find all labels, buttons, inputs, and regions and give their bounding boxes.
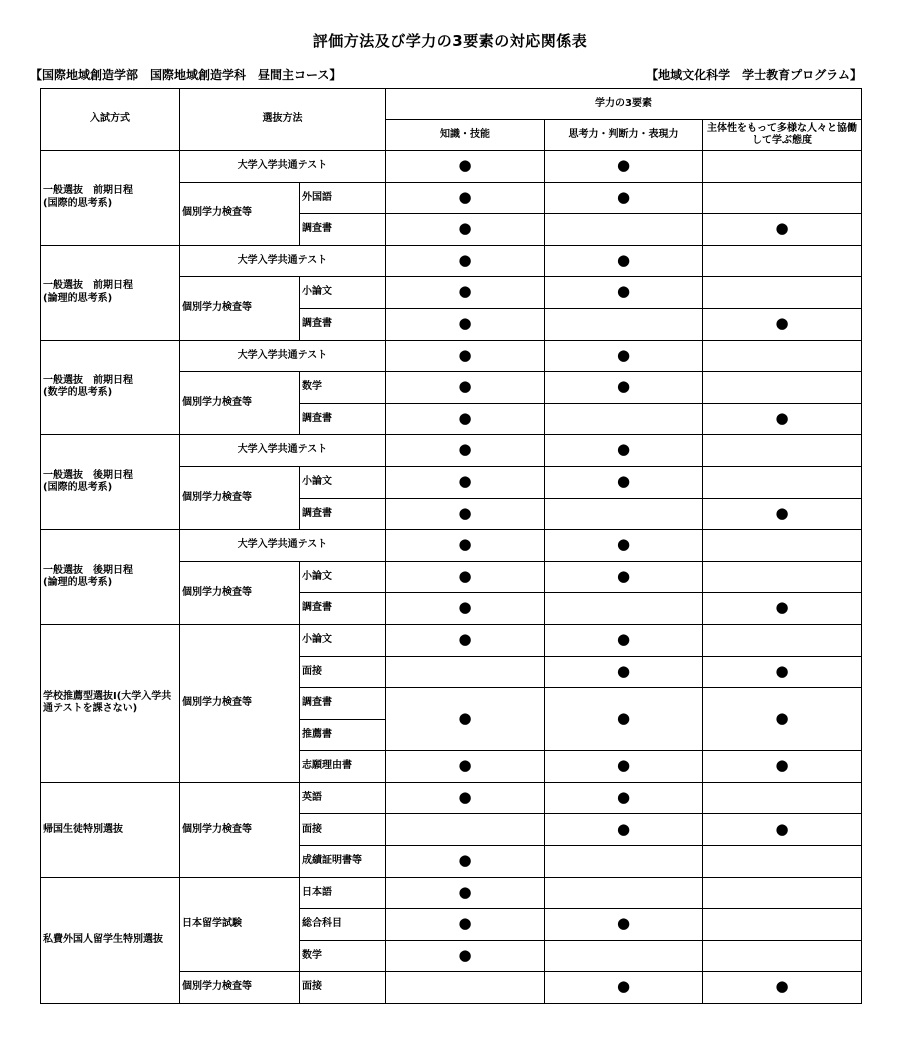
dot-mark: ● [616, 819, 631, 838]
knowledge-cell [386, 403, 545, 435]
thinking-cell [545, 214, 703, 246]
attitude-cell [703, 688, 862, 751]
method-cell: 個別学力検査等 [180, 277, 300, 340]
dot-mark: ● [458, 945, 472, 964]
thinking-cell [545, 308, 703, 340]
exam-type-cell: 一般選抜 前期日程 (国際的思考系) [41, 151, 180, 246]
dot-mark: ● [458, 250, 472, 269]
attitude-cell [703, 340, 862, 372]
thinking-cell [545, 372, 703, 404]
knowledge-cell [386, 751, 545, 783]
knowledge-cell [386, 435, 545, 467]
table-row [41, 530, 862, 562]
method-cell: 大学入学共通テスト [180, 435, 386, 467]
attitude-cell [703, 308, 862, 340]
method-cell: 個別学力検査等 [180, 972, 300, 1004]
attitude-cell [703, 403, 862, 435]
exam-type-cell: 一般選抜 前期日程 (数学的思考系) [41, 340, 180, 435]
attitude-cell [703, 846, 862, 878]
attitude-cell [703, 940, 862, 972]
knowledge-cell [386, 846, 545, 878]
dot-mark: ● [616, 187, 631, 206]
header-exam-type: 入試方式 [41, 89, 180, 151]
dot-mark: ● [616, 377, 631, 396]
table-row [41, 151, 862, 183]
thinking-cell [545, 909, 703, 941]
attitude-cell [703, 782, 862, 814]
attitude-cell [703, 751, 862, 783]
faculty-label: 【国際地域創造学部 国際地域創造学科 昼間主コース】 [30, 68, 342, 82]
thinking-cell [545, 972, 703, 1004]
method-cell: 日本留学試験 [180, 877, 300, 972]
method-cell: 個別学力検査等 [180, 182, 300, 245]
dot-mark: ● [775, 708, 789, 727]
page-title: 評価方法及び学力の3要素の対応関係表 [312, 32, 588, 50]
knowledge-cell [386, 561, 545, 593]
dot-mark: ● [458, 314, 472, 333]
item-cell: 総合科目 [300, 909, 386, 941]
dot-mark: ● [616, 629, 631, 648]
item-cell: 成績証明書等 [300, 846, 386, 878]
attitude-cell [703, 245, 862, 277]
dot-mark: ● [616, 535, 631, 554]
dot-mark: ● [458, 629, 472, 648]
dot-mark: ● [458, 566, 472, 585]
dot-mark: ● [458, 471, 472, 490]
table-row [41, 340, 862, 372]
method-cell: 個別学力検査等 [180, 466, 300, 529]
header-attitude: 主体性をもって多様な人々と協働して学ぶ態度 [703, 120, 862, 151]
exam-type-cell: 一般選抜 前期日程 (論理的思考系) [41, 245, 180, 340]
dot-mark: ● [458, 345, 472, 364]
dot-mark: ● [775, 503, 789, 522]
dot-mark: ● [458, 882, 472, 901]
dot-mark: ● [775, 661, 789, 680]
knowledge-cell [386, 530, 545, 562]
item-cell: 志願理由書 [300, 751, 386, 783]
dot-mark: ● [616, 440, 631, 459]
attitude-cell [703, 151, 862, 183]
knowledge-cell [386, 593, 545, 625]
dot-mark: ● [458, 851, 472, 870]
dot-mark: ● [775, 977, 789, 996]
thinking-cell [545, 877, 703, 909]
exam-type-cell: 一般選抜 後期日程 (論理的思考系) [41, 530, 180, 625]
dot-mark: ● [775, 756, 789, 775]
attitude-cell [703, 277, 862, 309]
thinking-cell [545, 277, 703, 309]
dot-mark: ● [616, 661, 631, 680]
dot-mark: ● [616, 471, 631, 490]
thinking-cell [545, 466, 703, 498]
attitude-cell [703, 182, 862, 214]
thinking-cell [545, 751, 703, 783]
header-thinking: 思考力・判断力・表現力 [545, 120, 703, 151]
method-cell: 大学入学共通テスト [180, 245, 386, 277]
method-cell: 大学入学共通テスト [180, 340, 386, 372]
dot-mark: ● [616, 156, 631, 175]
item-cell: 面接 [300, 814, 386, 846]
thinking-cell [545, 245, 703, 277]
item-cell: 小論文 [300, 561, 386, 593]
item-cell: 調査書 [300, 214, 386, 246]
dot-mark: ● [458, 535, 472, 554]
dot-mark: ● [458, 598, 472, 617]
thinking-cell [545, 846, 703, 878]
item-cell: 数学 [300, 940, 386, 972]
dot-mark: ● [616, 345, 631, 364]
thinking-cell [545, 940, 703, 972]
header-elements: 学力の3要素 [386, 89, 862, 120]
knowledge-cell [386, 972, 545, 1004]
dot-mark: ● [458, 914, 472, 933]
knowledge-cell [386, 214, 545, 246]
attitude-cell [703, 372, 862, 404]
item-cell: 日本語 [300, 877, 386, 909]
knowledge-cell [386, 277, 545, 309]
knowledge-cell [386, 814, 545, 846]
knowledge-cell [386, 877, 545, 909]
dot-mark: ● [616, 282, 631, 301]
dot-mark: ● [458, 282, 472, 301]
attitude-cell [703, 814, 862, 846]
dot-mark: ● [616, 708, 631, 727]
thinking-cell [545, 593, 703, 625]
dot-mark: ● [458, 156, 472, 175]
dot-mark: ● [775, 408, 789, 427]
item-cell: 英語 [300, 782, 386, 814]
method-cell: 大学入学共通テスト [180, 151, 386, 183]
evaluation-table [40, 88, 862, 1004]
table-row [41, 877, 862, 909]
dot-mark: ● [775, 314, 789, 333]
thinking-cell [545, 688, 703, 751]
knowledge-cell [386, 688, 545, 751]
item-cell: 調査書 [300, 688, 386, 720]
item-cell: 面接 [300, 972, 386, 1004]
attitude-cell [703, 530, 862, 562]
knowledge-cell [386, 340, 545, 372]
header-selection-method: 選抜方法 [180, 89, 386, 151]
dot-mark: ● [616, 914, 631, 933]
thinking-cell [545, 498, 703, 530]
dot-mark: ● [616, 250, 631, 269]
knowledge-cell [386, 308, 545, 340]
attitude-cell [703, 593, 862, 625]
thinking-cell [545, 530, 703, 562]
method-cell: 個別学力検査等 [180, 782, 300, 877]
attitude-cell [703, 909, 862, 941]
dot-mark: ● [458, 787, 472, 806]
knowledge-cell [386, 940, 545, 972]
item-cell: 小論文 [300, 624, 386, 656]
exam-type-cell: 学校推薦型選抜I(大学入学共通テストを課さない) [41, 624, 180, 782]
knowledge-cell [386, 245, 545, 277]
knowledge-cell [386, 498, 545, 530]
item-cell: 調査書 [300, 498, 386, 530]
item-cell: 推薦書 [300, 719, 386, 751]
method-cell: 個別学力検査等 [180, 561, 300, 624]
knowledge-cell [386, 909, 545, 941]
dot-mark: ● [616, 566, 631, 585]
knowledge-cell [386, 656, 545, 688]
thinking-cell [545, 624, 703, 656]
attitude-cell [703, 466, 862, 498]
thinking-cell [545, 340, 703, 372]
header-knowledge: 知識・技能 [386, 120, 545, 151]
thinking-cell [545, 782, 703, 814]
item-cell: 調査書 [300, 593, 386, 625]
dot-mark: ● [458, 708, 472, 727]
dot-mark: ● [458, 440, 472, 459]
thinking-cell [545, 182, 703, 214]
table-row [41, 435, 862, 467]
knowledge-cell [386, 782, 545, 814]
dot-mark: ● [458, 408, 472, 427]
attitude-cell [703, 561, 862, 593]
thinking-cell [545, 814, 703, 846]
exam-type-cell: 帰国生徒特別選抜 [41, 782, 180, 877]
thinking-cell [545, 561, 703, 593]
attitude-cell [703, 624, 862, 656]
dot-mark: ● [458, 756, 472, 775]
table-row [41, 624, 862, 656]
item-cell: 外国語 [300, 182, 386, 214]
knowledge-cell [386, 466, 545, 498]
dot-mark: ● [616, 977, 631, 996]
program-label: 【地域文化科学 学士教育プログラム】 [646, 68, 862, 82]
dot-mark: ● [775, 819, 789, 838]
dot-mark: ● [458, 187, 472, 206]
attitude-cell [703, 498, 862, 530]
knowledge-cell [386, 151, 545, 183]
thinking-cell [545, 435, 703, 467]
item-cell: 調査書 [300, 308, 386, 340]
dot-mark: ● [775, 219, 789, 238]
item-cell: 小論文 [300, 277, 386, 309]
item-cell: 数学 [300, 372, 386, 404]
method-cell: 個別学力検査等 [180, 372, 300, 435]
table-row [41, 245, 862, 277]
attitude-cell [703, 972, 862, 1004]
table-row [41, 782, 862, 814]
attitude-cell [703, 656, 862, 688]
exam-type-cell: 一般選抜 後期日程 (国際的思考系) [41, 435, 180, 530]
attitude-cell [703, 435, 862, 467]
dot-mark: ● [458, 219, 472, 238]
attitude-cell [703, 877, 862, 909]
knowledge-cell [386, 372, 545, 404]
dot-mark: ● [458, 503, 472, 522]
dot-mark: ● [616, 787, 631, 806]
thinking-cell [545, 151, 703, 183]
method-cell: 大学入学共通テスト [180, 530, 386, 562]
item-cell: 面接 [300, 656, 386, 688]
item-cell: 調査書 [300, 403, 386, 435]
dot-mark: ● [458, 377, 472, 396]
knowledge-cell [386, 624, 545, 656]
item-cell: 小論文 [300, 466, 386, 498]
method-cell: 個別学力検査等 [180, 624, 300, 782]
dot-mark: ● [775, 598, 789, 617]
thinking-cell [545, 403, 703, 435]
dot-mark: ● [616, 756, 631, 775]
knowledge-cell [386, 182, 545, 214]
thinking-cell [545, 656, 703, 688]
attitude-cell [703, 214, 862, 246]
exam-type-cell: 私費外国人留学生特別選抜 [41, 877, 180, 1003]
